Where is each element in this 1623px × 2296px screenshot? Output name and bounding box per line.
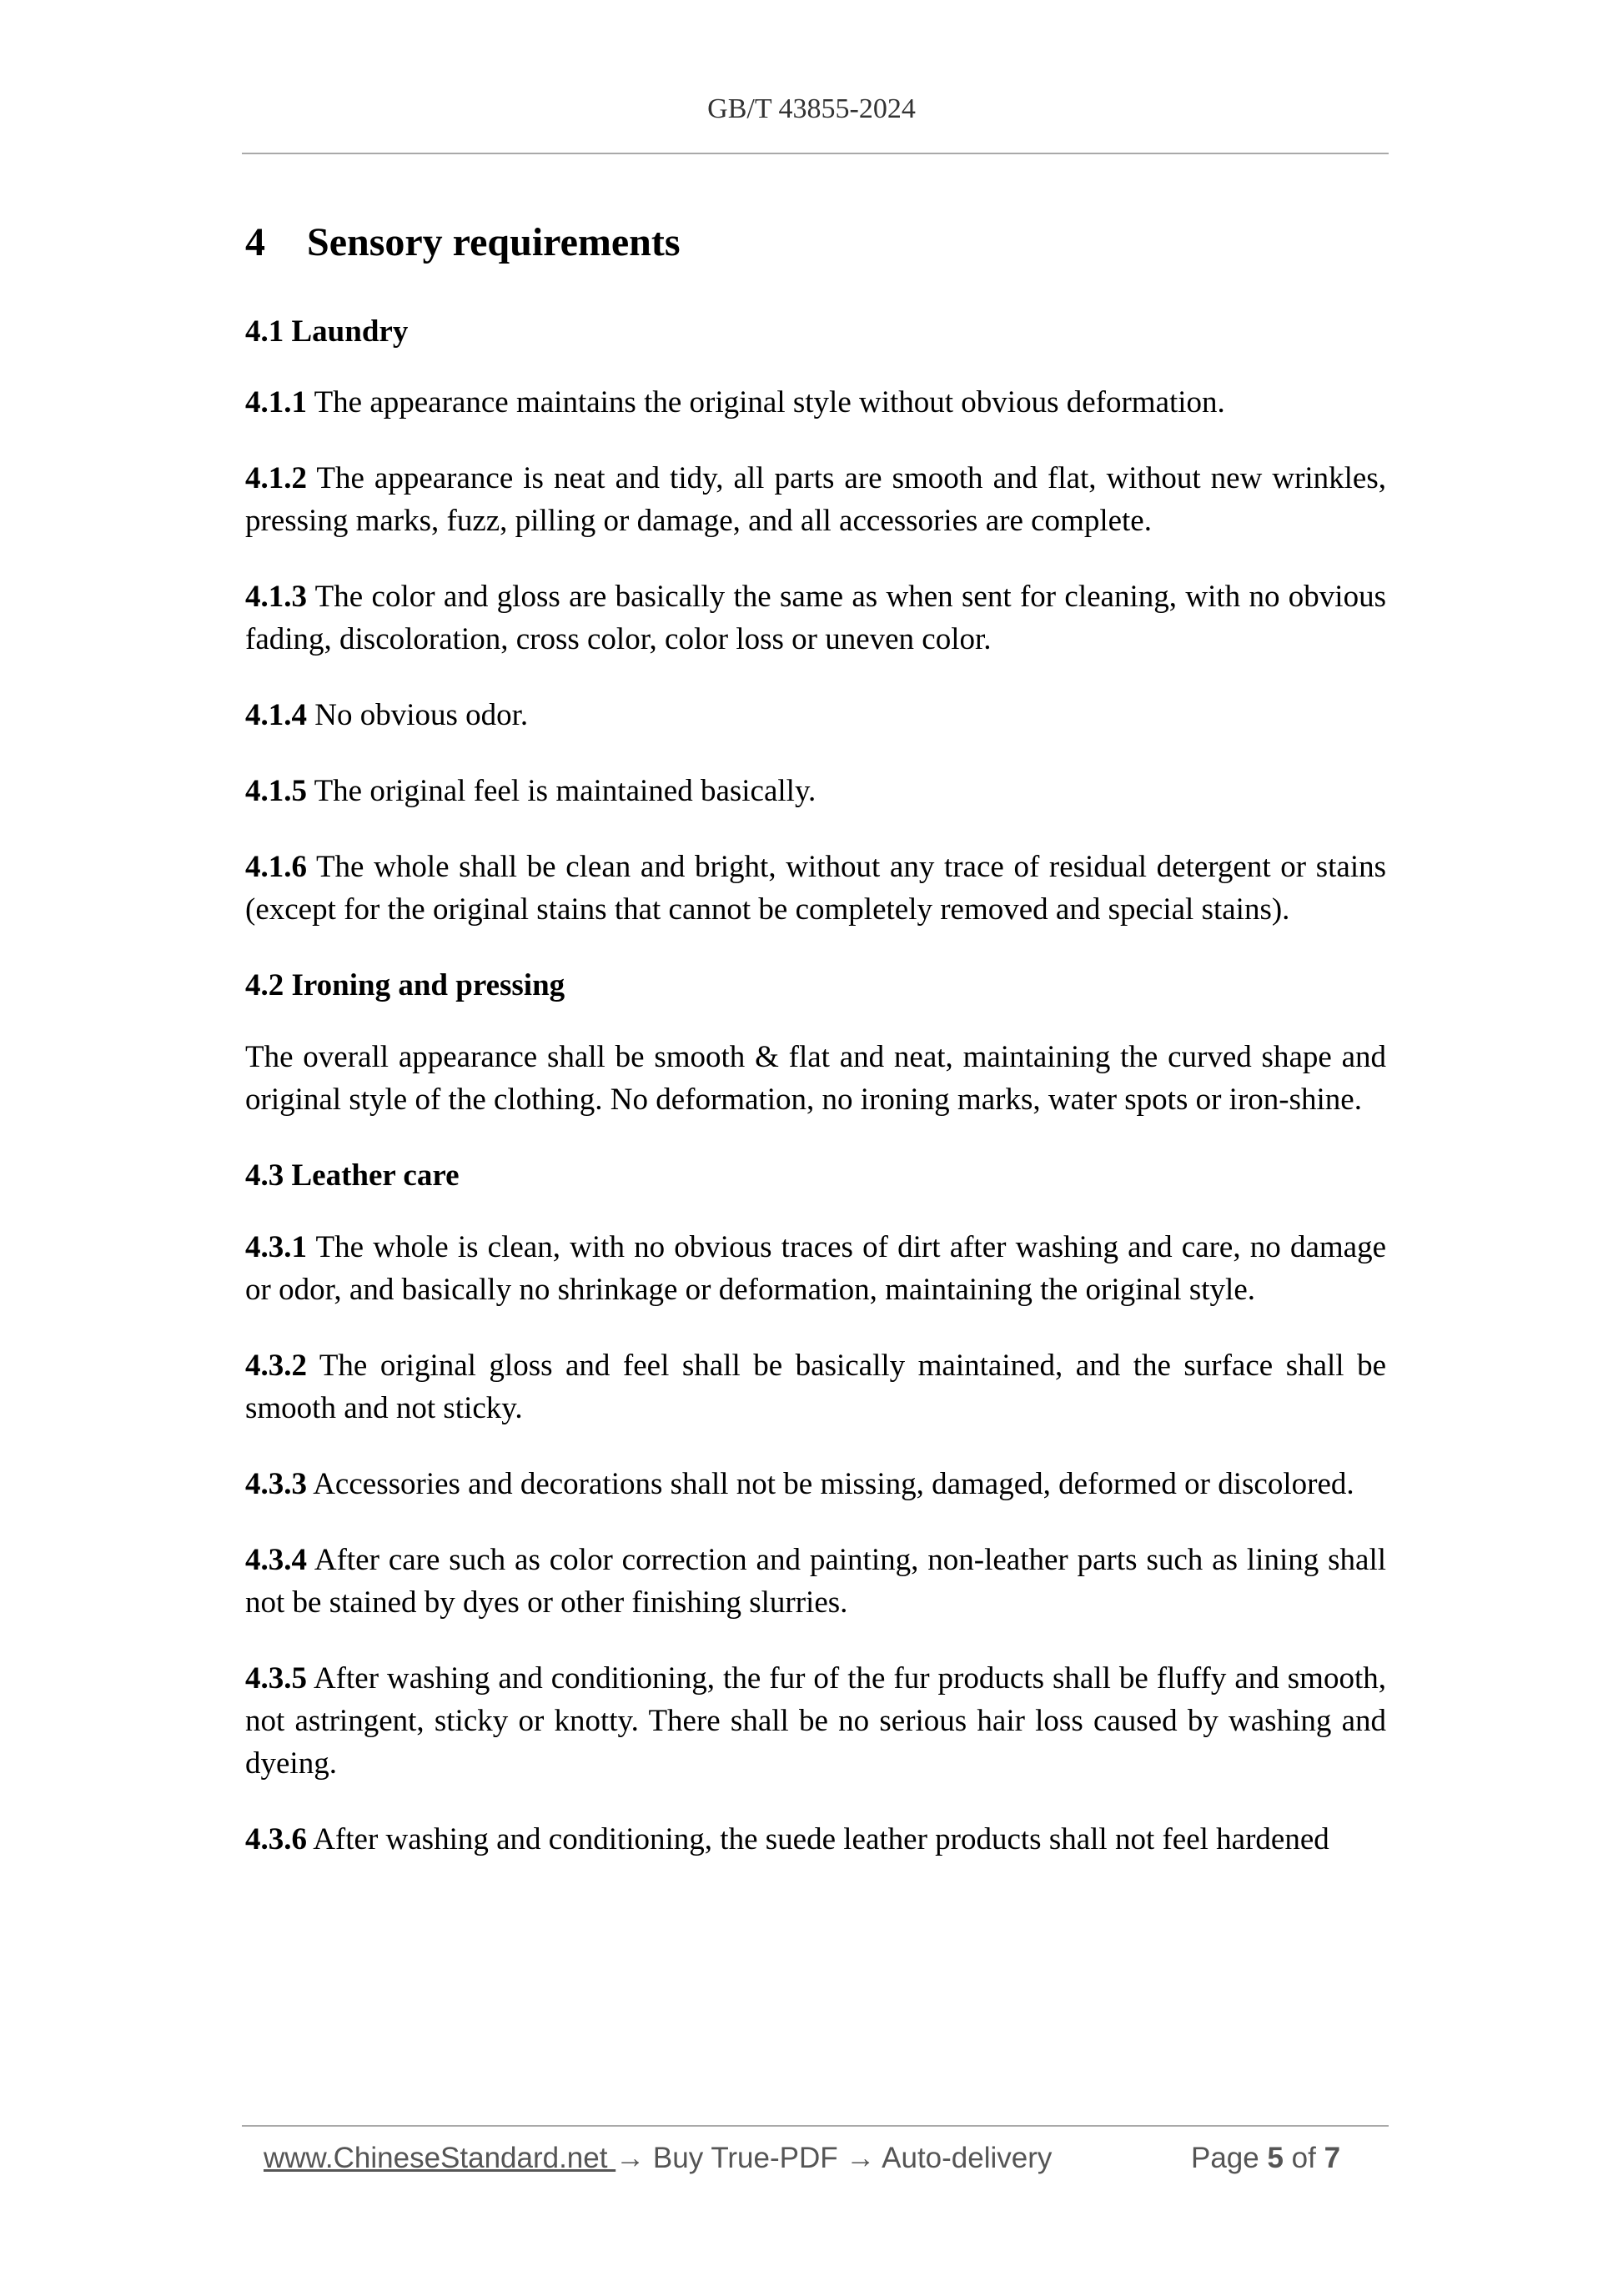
document-code-header: GB/T 43855-2024 — [707, 93, 916, 124]
buy-text: Buy True-PDF — [645, 2142, 847, 2174]
clause-number: 4.1.5 — [245, 774, 307, 809]
clause-4-3-2 — [245, 1344, 1386, 1429]
subsection-heading-laundry: 4.1 Laundry — [245, 314, 409, 349]
arrow-right-icon: → — [846, 2142, 876, 2174]
clause-text: After care such as color correction and painting, non-leather parts such as lining shall not be stained by dyes or other finishing slurries. — [245, 1542, 1386, 1620]
section-number: 4 — [245, 220, 265, 264]
page-indicator — [1191, 2142, 1340, 2175]
subsection-heading-ironing: 4.2 Ironing and pressing — [245, 968, 565, 1003]
clause-number: 4.3.2 — [245, 1348, 307, 1383]
clause-4-1-3 — [245, 575, 1386, 661]
clause-text: The appearance is neat and tidy, all parts are smooth and flat, without new wrinkles, pressing marks, fuzz, pilling or damage, and all accessories are complete. — [245, 461, 1386, 539]
clause-number: 4.1.3 — [245, 580, 307, 615]
clause-4-3-5 — [245, 1657, 1386, 1785]
clause-4-3-3 — [245, 1463, 1386, 1505]
clause-4-1-4 — [245, 694, 1386, 736]
clause-4-1-6 — [245, 846, 1386, 931]
clause-number: 4.3.5 — [245, 1660, 307, 1696]
clause-number: 4.1.4 — [245, 698, 307, 733]
clause-4-3-4 — [245, 1539, 1386, 1624]
clause-text: The whole is clean, with no obvious traces of dirt after washing and care, no damage or odor, and basically no shrinkage or deformation, maintaining the original style. — [245, 1229, 1386, 1307]
clause-number: 4.3.6 — [245, 1821, 307, 1856]
site-link[interactable]: www.ChineseStandard.net — [264, 2142, 616, 2174]
current-page-number: 5 — [1267, 2142, 1284, 2174]
header-divider — [242, 153, 1389, 154]
total-page-number: 7 — [1324, 2142, 1341, 2174]
clause-text: Accessories and decorations shall not be missing, damaged, deformed or discolored. — [307, 1466, 1354, 1501]
clause-number: 4.1.2 — [245, 461, 307, 496]
footer-promo — [264, 2142, 1052, 2175]
clause-4-3-1 — [245, 1226, 1386, 1311]
clause-4-1-1 — [245, 381, 1386, 424]
page-label: Page — [1191, 2142, 1268, 2174]
clause-number: 4.3.3 — [245, 1466, 307, 1501]
subsection-heading-leather: 4.3 Leather care — [245, 1158, 460, 1193]
clause-text: The whole shall be clean and bright, without any trace of residual detergent or stains (except for the original stains that cannot be completely removed and special stains). — [245, 850, 1386, 927]
clause-text: The color and gloss are basically the same as when sent for cleaning, with no obvious fading, discoloration, cross color, color loss or uneven color. — [245, 580, 1386, 657]
clause-number: 4.3.4 — [245, 1542, 307, 1577]
clause-text: After washing and conditioning, the fur of the fur products shall be fluffy and smooth, not astringent, sticky or knotty. There shall be no serious hair loss caused by washing and dyeing. — [245, 1660, 1386, 1781]
delivery-text: Auto-delivery — [875, 2142, 1053, 2174]
clause-4-1-5 — [245, 770, 1386, 812]
clause-number: 4.3.1 — [245, 1229, 307, 1264]
clause-text: The original gloss and feel shall be basically maintained, and the surface shall be smooth and not sticky. — [245, 1348, 1386, 1425]
section-title-text: Sensory requirements — [307, 220, 681, 264]
clause-text: The appearance maintains the original style without obvious deformation. — [307, 385, 1225, 420]
clause-text: After washing and conditioning, the suede leather products shall not feel hardened — [307, 1821, 1329, 1856]
section-title — [245, 219, 1386, 267]
clause-number: 4.1.6 — [245, 850, 307, 885]
arrow-right-icon: → — [616, 2142, 646, 2174]
ironing-paragraph: The overall appearance shall be smooth & flat and neat, maintaining the curved shape and original style of the clothing. No deformation, no ironing marks, water spots or iron-shine. — [245, 1040, 1386, 1118]
footer-divider — [242, 2125, 1389, 2127]
page-of-label: of — [1283, 2142, 1324, 2174]
clause-text: The original feel is maintained basically. — [307, 774, 817, 809]
clause-number: 4.1.1 — [245, 385, 307, 420]
clause-4-1-2 — [245, 457, 1386, 542]
clause-text: No obvious odor. — [307, 698, 529, 733]
clause-4-3-6 — [245, 1818, 1386, 1861]
page-body — [245, 219, 1386, 1861]
